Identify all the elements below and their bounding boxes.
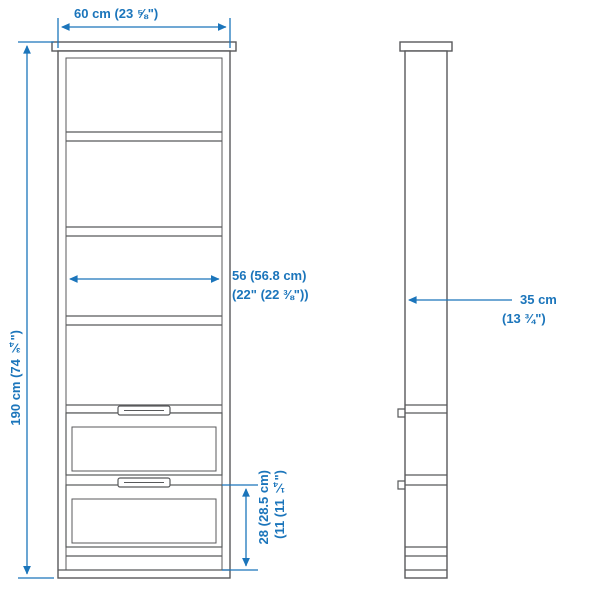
dimension-label-height: 190 cm (74 ¾") <box>8 330 23 426</box>
dimension-label-depth-line2: (13 ¾") <box>502 311 546 326</box>
dimension-label-inner-width-line1: 56 (56.8 cm) <box>232 268 307 283</box>
front-view-drawing <box>52 42 236 578</box>
side-view-drawing <box>398 42 452 578</box>
dimension-label-drawer-height-line2: (11 (11 ¼") <box>272 470 287 539</box>
dimension-label-drawer-height-line1: 28 (28.5 cm) <box>256 470 271 545</box>
dimension-label-depth-line1: 35 cm <box>520 292 557 307</box>
dimension-label-inner-width-line2: (22" (22 ⅜")) <box>232 287 309 302</box>
dimension-label-width: 60 cm (23 ⅝") <box>74 6 159 21</box>
